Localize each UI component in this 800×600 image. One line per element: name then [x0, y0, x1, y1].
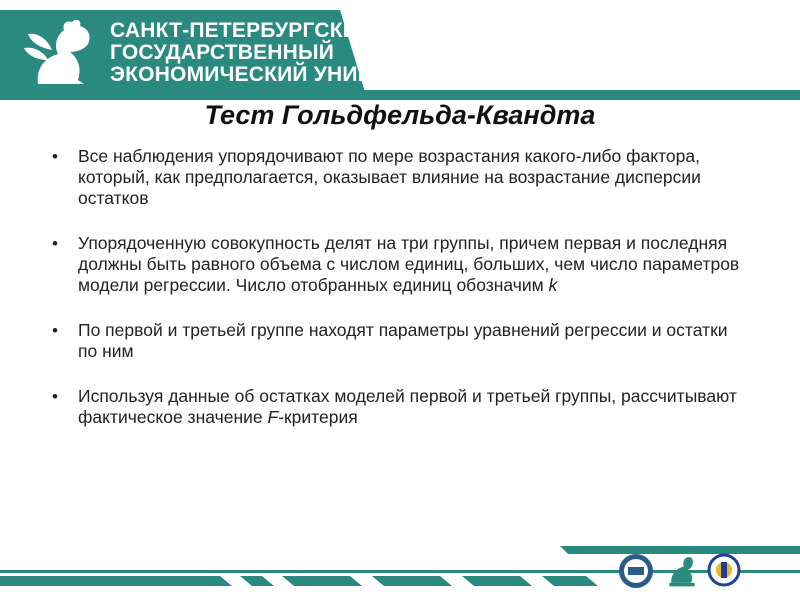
- bullet-text: По первой и третьей группе находят параметры уравнений регрессии и остатки по ним: [78, 320, 728, 361]
- bullet-glyph: •: [52, 234, 58, 253]
- university-name-line-2: ГОСУДАРСТВЕННЫЙ: [110, 41, 335, 64]
- griffin-icon: [18, 14, 108, 94]
- bullet-text: Используя данные об остатках моделей первой и третьей группы, рассчитывают фактическое значение: [78, 386, 737, 427]
- bullet-item-2: [52, 233, 742, 296]
- bullet-text: Упорядоченную совокупность делят на три группы, причем первая и последняя должны быть равного объема с числом единиц, больших, чем число параметров модели регрессии. Число отобранных единиц обозначим: [78, 233, 740, 295]
- round-emblem-icon: [616, 552, 656, 590]
- bullet-item-1: [52, 146, 742, 209]
- griffin-emblem-icon: [664, 552, 700, 590]
- university-name-line-3: ЭКОНОМИЧЕСКИЙ УНИВЕРСИТЕТ: [110, 63, 472, 86]
- bullet-glyph: •: [52, 147, 58, 166]
- bullet-glyph: •: [52, 387, 58, 406]
- bullet-item-4: [52, 386, 742, 428]
- university-name: [110, 20, 472, 86]
- bullet-glyph: •: [52, 321, 58, 340]
- header-banner: [0, 10, 800, 100]
- bullet-tail: -критерия: [278, 407, 358, 427]
- bullet-emphasis: F: [267, 407, 279, 427]
- medal-emblem-icon: [706, 552, 742, 590]
- bullet-emphasis: k: [548, 275, 558, 295]
- bullet-text: Все наблюдения упорядочивают по мере возрастания какого-либо фактора, который, как предполагается, оказывает влияние на возрастание дисперсии остатков: [78, 146, 701, 208]
- bullet-list: [52, 146, 742, 452]
- slide-title: Тест Гольдфельда-Квандта: [204, 100, 596, 130]
- university-name-line-1: САНКТ-ПЕТЕРБУРГСКИЙ: [110, 19, 374, 42]
- bullet-item-3: [52, 320, 742, 362]
